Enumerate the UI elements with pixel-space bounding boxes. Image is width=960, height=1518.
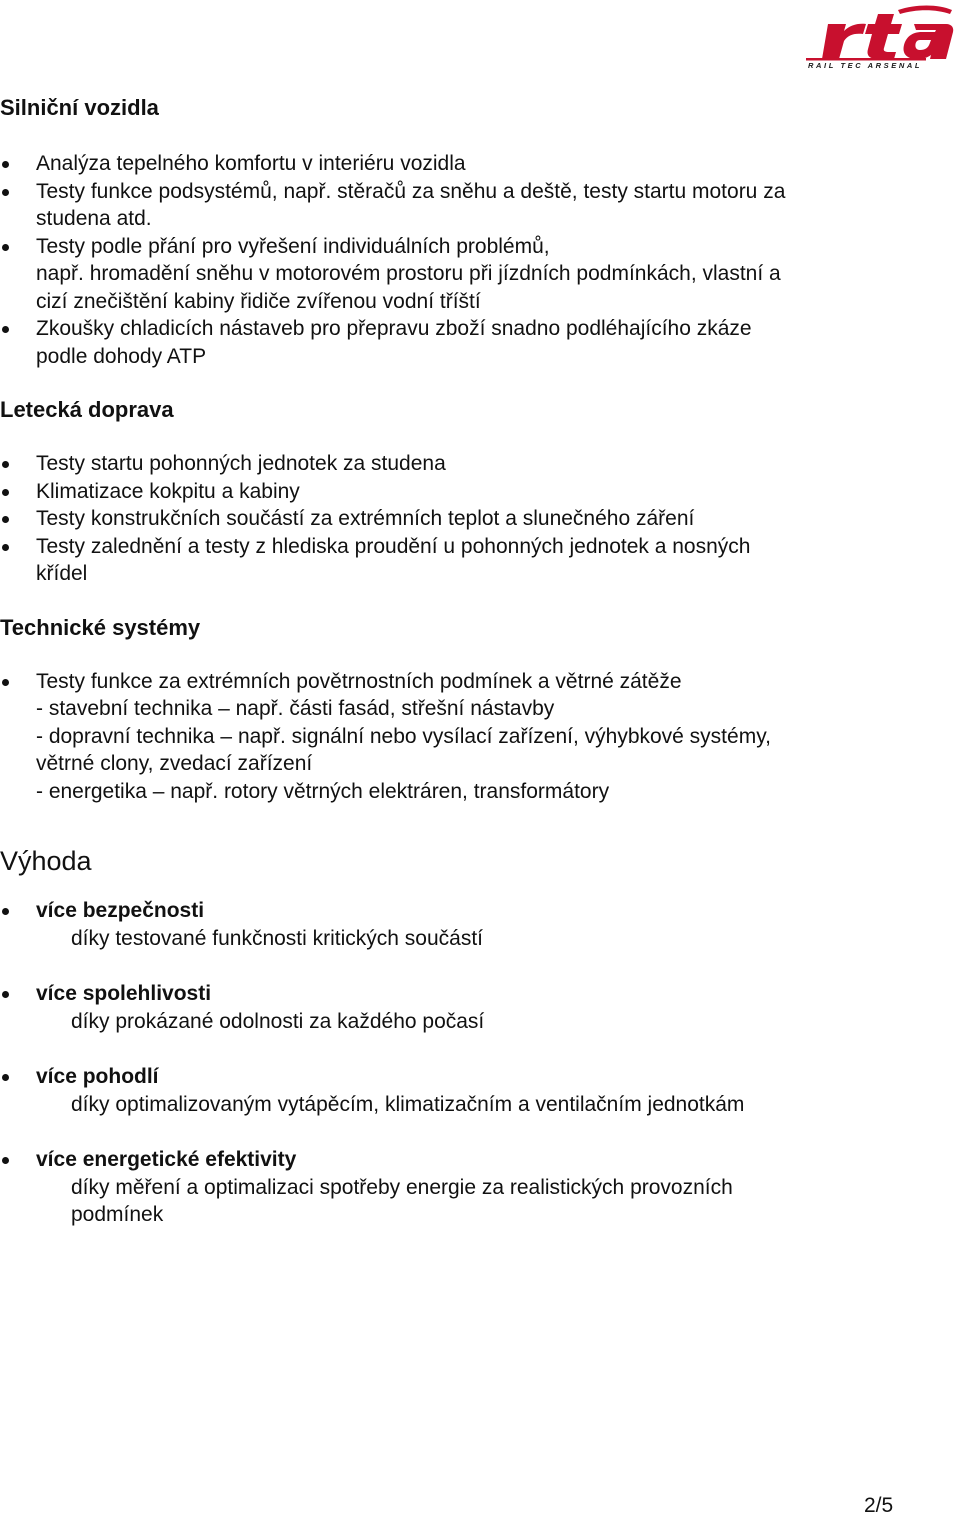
advantages-heading: Výhoda: [0, 846, 92, 876]
advantage-title: více energetické efektivity: [36, 1148, 297, 1171]
page-number: 2/5: [864, 1494, 894, 1517]
advantage-title: více pohodlí: [36, 1065, 159, 1088]
advantage-item: [0, 980, 916, 1035]
advantages-list: [0, 897, 940, 1229]
bullet-icon: [2, 326, 9, 333]
list-item: Analýza tepelného komfortu v interiéru vozidla: [0, 150, 916, 178]
bullet-list: [0, 668, 940, 806]
section-heading: Letecká doprava: [0, 397, 174, 422]
list-item: Testy startu pohonných jednotek za studena: [0, 450, 916, 478]
advantage-item: [0, 1063, 916, 1118]
advantage-title: více spolehlivosti: [36, 982, 212, 1005]
advantage-title: více bezpečnosti: [36, 899, 205, 922]
bullet-icon: [2, 516, 9, 523]
section-heading: Technické systémy: [0, 614, 201, 640]
bullet-icon: [2, 991, 9, 998]
advantage-description: díky testované funkčnosti kritických součástí: [71, 926, 484, 950]
bullet-icon: [2, 489, 9, 496]
section-heading: Silniční vozidla: [0, 95, 159, 120]
bullet-icon: [2, 679, 9, 686]
list-item: Testy konstrukčních součástí za extrémních teplot a slunečného záření: [0, 505, 916, 533]
logo-subtitle: RAIL TEC ARSENAL: [808, 61, 923, 70]
list-item: Zkoušky chladicích nástaveb pro přepravu zboží snadno podléhajícího zkáze podle dohody ATP: [0, 315, 916, 370]
list-item: Klimatizace kokpitu a kabiny: [0, 478, 916, 506]
document-page: [0, 92, 940, 1257]
advantage-description: podmínek: [71, 1203, 164, 1226]
bullet-icon: [2, 1074, 9, 1081]
advantage-description: díky měření a optimalizaci spotřeby energie za realistických provozních: [71, 1175, 733, 1199]
bullet-icon: [2, 244, 9, 251]
list-item: Testy funkce za extrémních povětrnostních podmínek a větrné zátěže - stavební technika – např. části fasád, střešní nástavby - dopravní technika – např. signální nebo vysílací zařízení, výhybkové systémy, větrné clony, zvedací zařízení - energetika – např. rotory větrných elektráren, transformátory: [0, 668, 916, 806]
list-item: Testy podle přání pro vyřešení individuálních problémů, např. hromadění sněhu v motorovém prostoru při jízdních podmínkách, vlastní a cizí znečištění kabiny řidiče zvířenou vodní tříští: [0, 233, 916, 316]
list-item: Testy funkce podsystémů, např. stěračů za sněhu a deště, testy startu motoru za studena atd.: [0, 178, 916, 233]
bullet-icon: [2, 908, 9, 915]
bullet-icon: [2, 161, 9, 168]
bullet-list: [0, 450, 940, 588]
advantage-description: díky optimalizovaným vytápěcím, klimatizačním a ventilačním jednotkám: [71, 1092, 745, 1116]
bullet-list: [0, 150, 940, 370]
bullet-icon: [2, 189, 9, 196]
advantage-description: díky prokázané odolnosti za každého počasí: [71, 1009, 485, 1033]
bullet-icon: [2, 1157, 9, 1164]
bullet-icon: [2, 544, 9, 551]
list-item: Testy zalednění a testy z hlediska proudění u pohonných jednotek a nosných křídel: [0, 533, 916, 588]
bullet-icon: [2, 461, 9, 468]
advantage-item: [0, 1146, 916, 1229]
advantage-item: [0, 897, 916, 952]
